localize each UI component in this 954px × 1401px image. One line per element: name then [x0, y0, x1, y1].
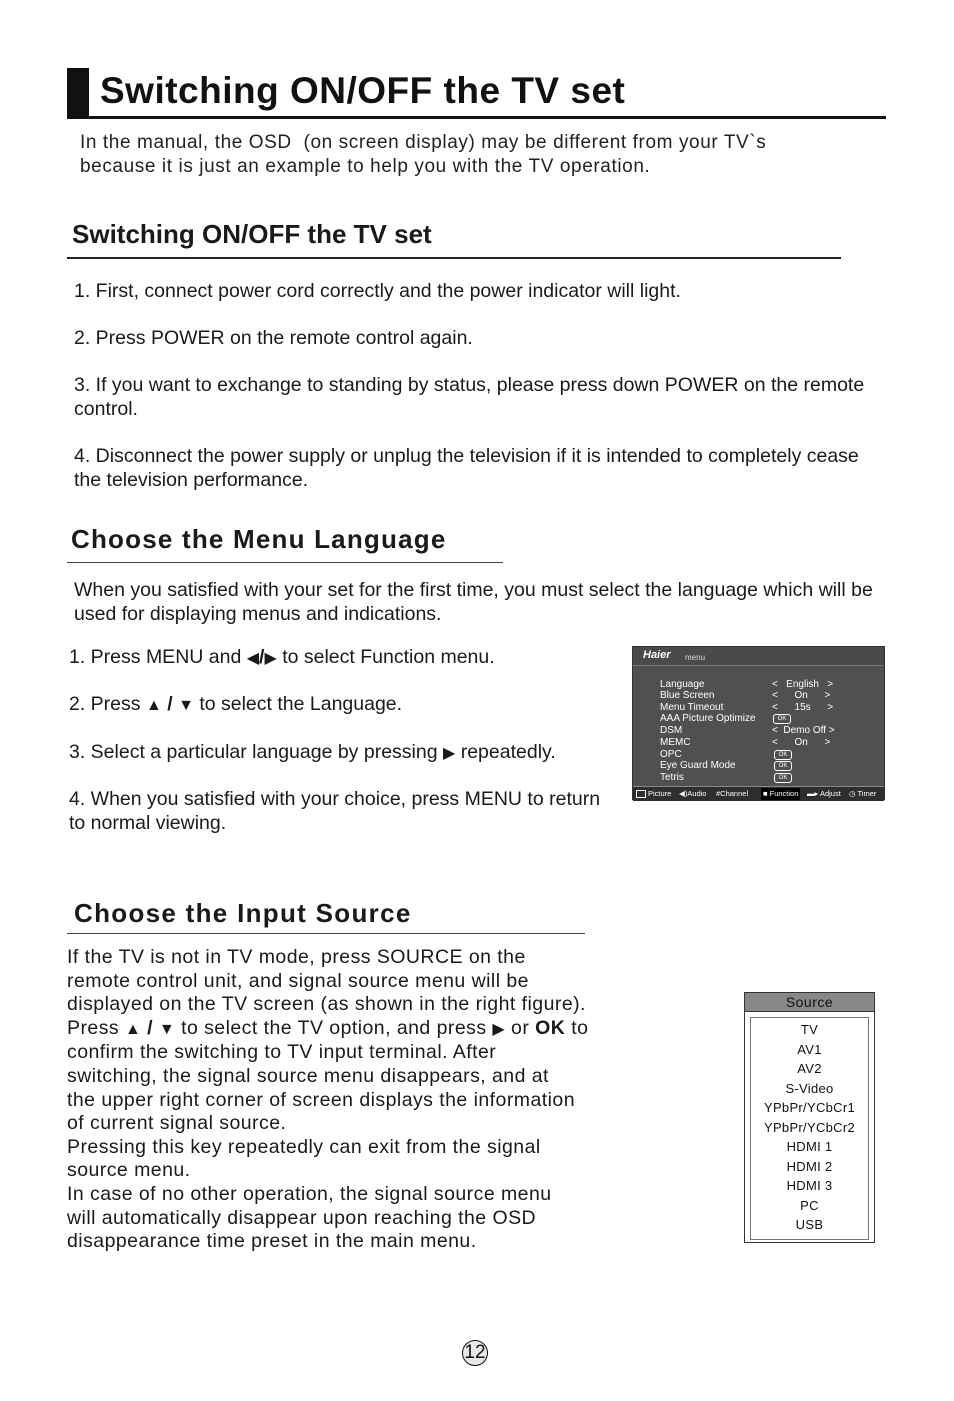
osd-row-blue-screen [660, 690, 870, 701]
language-step-3 [69, 740, 556, 766]
power-step-3: 3. If you want to exchange to standing by status, please press down POWER on the remote control. [74, 374, 865, 420]
left-arrow-icon: ◀ [246, 650, 260, 667]
source-item-usb: USB [795, 1217, 824, 1232]
osd-header [633, 647, 884, 666]
osd-tab-adjust [807, 788, 841, 800]
picture-icon [636, 790, 646, 798]
osd-tab-channel [716, 788, 748, 800]
intro-note [80, 131, 880, 179]
source-section-title: Choose the Input Source [74, 898, 412, 928]
osd-row-menu-timeout [660, 702, 870, 713]
source-line: In case of no other operation, the signal source menu [67, 1182, 552, 1205]
source-item-tv: TV [800, 1022, 819, 1037]
adjust-icon: ▬▸ [807, 789, 820, 798]
osd-brand-logo: Haier [643, 649, 671, 661]
osd-row-label: MEMC [660, 737, 691, 748]
osd-footer-tabs [633, 786, 884, 801]
source-line: Pressing this key repeatedly can exit from the signal [67, 1135, 541, 1158]
speaker-icon: ◀) [679, 789, 688, 798]
source-item-ypbpr2: YPbPr/YCbCr2 [763, 1119, 856, 1135]
osd-ok-button: OK [774, 761, 792, 771]
source-press-line [67, 1017, 687, 1042]
osd-row-value: < On > [772, 690, 831, 701]
page-number: 12 [462, 1340, 488, 1366]
channel-icon: # [716, 789, 721, 798]
press-pre: Press [67, 1016, 120, 1039]
right-arrow-icon: ▶ [492, 1020, 506, 1038]
press-or: or [511, 1016, 530, 1039]
source-item-ypbpr1: YPbPr/YCbCr1 [763, 1100, 856, 1115]
osd-row-value: < Demo Off > [772, 725, 835, 736]
function-icon: ■ [763, 789, 770, 798]
source-item-pc: PC [800, 1197, 819, 1213]
up-arrow-icon: ▲ [124, 1020, 142, 1038]
language-step-3-post: repeatedly. [460, 741, 556, 763]
osd-row-label: Blue Screen [660, 690, 715, 701]
language-step-1-post: to select Function menu. [282, 646, 495, 668]
source-item-av1: AV1 [797, 1041, 822, 1057]
source-line: switching, the signal source menu disappears, and at [67, 1064, 549, 1087]
right-arrow-icon: ▶ [442, 745, 456, 762]
osd-row-label: OPC [660, 749, 682, 760]
power-section-title: Switching ON/OFF the TV set [72, 219, 432, 249]
source-line: will automatically disappear upon reaching the OSD [67, 1206, 537, 1229]
osd-row-aaa-picture [660, 713, 870, 724]
osd-row-label: DSM [660, 725, 683, 736]
language-intro: When you satisfied with your set for the first time, you must select the language which will be used for displaying menus and indications. [74, 579, 873, 625]
source-item-hdmi3: HDMI 3 [786, 1178, 833, 1193]
osd-row-label: Eye Guard Mode [660, 760, 736, 771]
osd-row-label: AAA Picture Optimize [660, 713, 756, 724]
right-arrow-icon: ▶ [264, 650, 277, 667]
osd-tab-function [761, 788, 800, 800]
language-step-1-pre: 1. Press MENU and [69, 646, 242, 668]
osd-tab-label: Timer [857, 789, 877, 798]
language-step-3-pre: 3. Select a particular language by pressing [69, 741, 438, 763]
language-step-2-sep: / [167, 693, 173, 715]
osd-row-label: Menu Timeout [660, 702, 724, 713]
osd-menu-label: menu [685, 653, 706, 662]
header-accent-bar [67, 68, 89, 118]
language-section-title: Choose the Menu Language [71, 524, 447, 554]
source-line: the upper right corner of screen displays the information [67, 1088, 575, 1111]
osd-tab-picture [636, 788, 671, 800]
intro-line-1: In the manual, the OSD (on screen display) may be different from your TV`s [80, 132, 767, 153]
source-line: source menu. [67, 1159, 191, 1182]
function-menu-osd [632, 646, 885, 800]
source-item-svideo: S-Video [785, 1080, 834, 1096]
language-step-1-sep: / [259, 646, 265, 668]
header-rule [67, 116, 886, 119]
osd-row-opc [660, 749, 870, 760]
source-line: remote control unit, and signal source menu will be [67, 969, 529, 992]
page-title: Switching ON/OFF the TV set [100, 70, 626, 111]
press-to: to [571, 1016, 589, 1039]
source-body [67, 946, 687, 1254]
source-line: If the TV is not in TV mode, press SOURCE on the [67, 946, 526, 968]
osd-ok-button: OK [774, 773, 792, 783]
source-line: displayed on the TV screen (as shown in the right figure). [67, 993, 586, 1016]
source-item-av2: AV2 [797, 1061, 822, 1076]
osd-tab-audio [679, 788, 706, 800]
power-step-1: 1. First, connect power cord correctly and the power indicator will light. [74, 280, 681, 302]
osd-row-eye-guard [660, 760, 870, 771]
power-step-2: 2. Press POWER on the remote control again. [74, 327, 473, 349]
osd-row-value: < 15s > [772, 702, 834, 713]
osd-row-label: Language [660, 679, 705, 690]
osd-row-tetris [660, 772, 870, 783]
source-section-rule [67, 933, 585, 934]
intro-line-2: because it is just an example to help you with the TV operation. [80, 156, 651, 177]
press-sep: / [147, 1016, 154, 1039]
osd-tab-label: Audio [687, 789, 707, 798]
down-arrow-icon: ▼ [158, 1020, 176, 1038]
language-step-2-pre: 2. Press [69, 693, 141, 715]
power-section-rule [67, 257, 841, 259]
press-mid: to select the TV option, and press [181, 1016, 487, 1039]
source-line: of current signal source. [67, 1112, 287, 1135]
language-step-4: 4. When you satisfied with your choice, press MENU to return to normal viewing. [69, 788, 601, 834]
osd-row-memc [660, 737, 870, 748]
osd-tab-label: Picture [648, 789, 672, 798]
osd-tab-label: Function [769, 789, 799, 798]
source-line: disappearance time preset in the main menu. [67, 1230, 477, 1253]
osd-tab-timer [849, 788, 876, 800]
osd-row-label: Tetris [660, 772, 684, 783]
source-item-hdmi1: HDMI 1 [786, 1139, 833, 1154]
osd-row-value: < English > [772, 679, 834, 690]
source-menu-osd [744, 992, 875, 1243]
osd-tab-label: Adjust [819, 789, 841, 798]
language-section-rule [67, 562, 503, 563]
osd-ok-button: OK [773, 714, 791, 724]
osd-ok-button: OK [774, 750, 792, 760]
clock-icon: ◷ [849, 789, 858, 798]
language-step-1 [69, 645, 495, 671]
source-menu-list [750, 1017, 869, 1240]
up-arrow-icon: ▲ [145, 697, 162, 714]
source-line: confirm the switching to TV input terminal. After [67, 1041, 497, 1064]
osd-row-language [660, 679, 870, 690]
language-step-2-post: to select the Language. [199, 693, 403, 715]
press-ok: OK [535, 1016, 566, 1039]
power-step-4: 4. Disconnect the power supply or unplug the television if it is intended to completely cease the television performance. [74, 445, 859, 491]
osd-row-value: < On > [772, 737, 831, 748]
osd-row-dsm [660, 725, 870, 736]
source-menu-title: Source [745, 993, 874, 1012]
language-step-2 [69, 692, 402, 718]
down-arrow-icon: ▼ [178, 697, 194, 714]
osd-tab-label: Channel [720, 789, 749, 798]
source-item-hdmi2: HDMI 2 [786, 1158, 833, 1174]
